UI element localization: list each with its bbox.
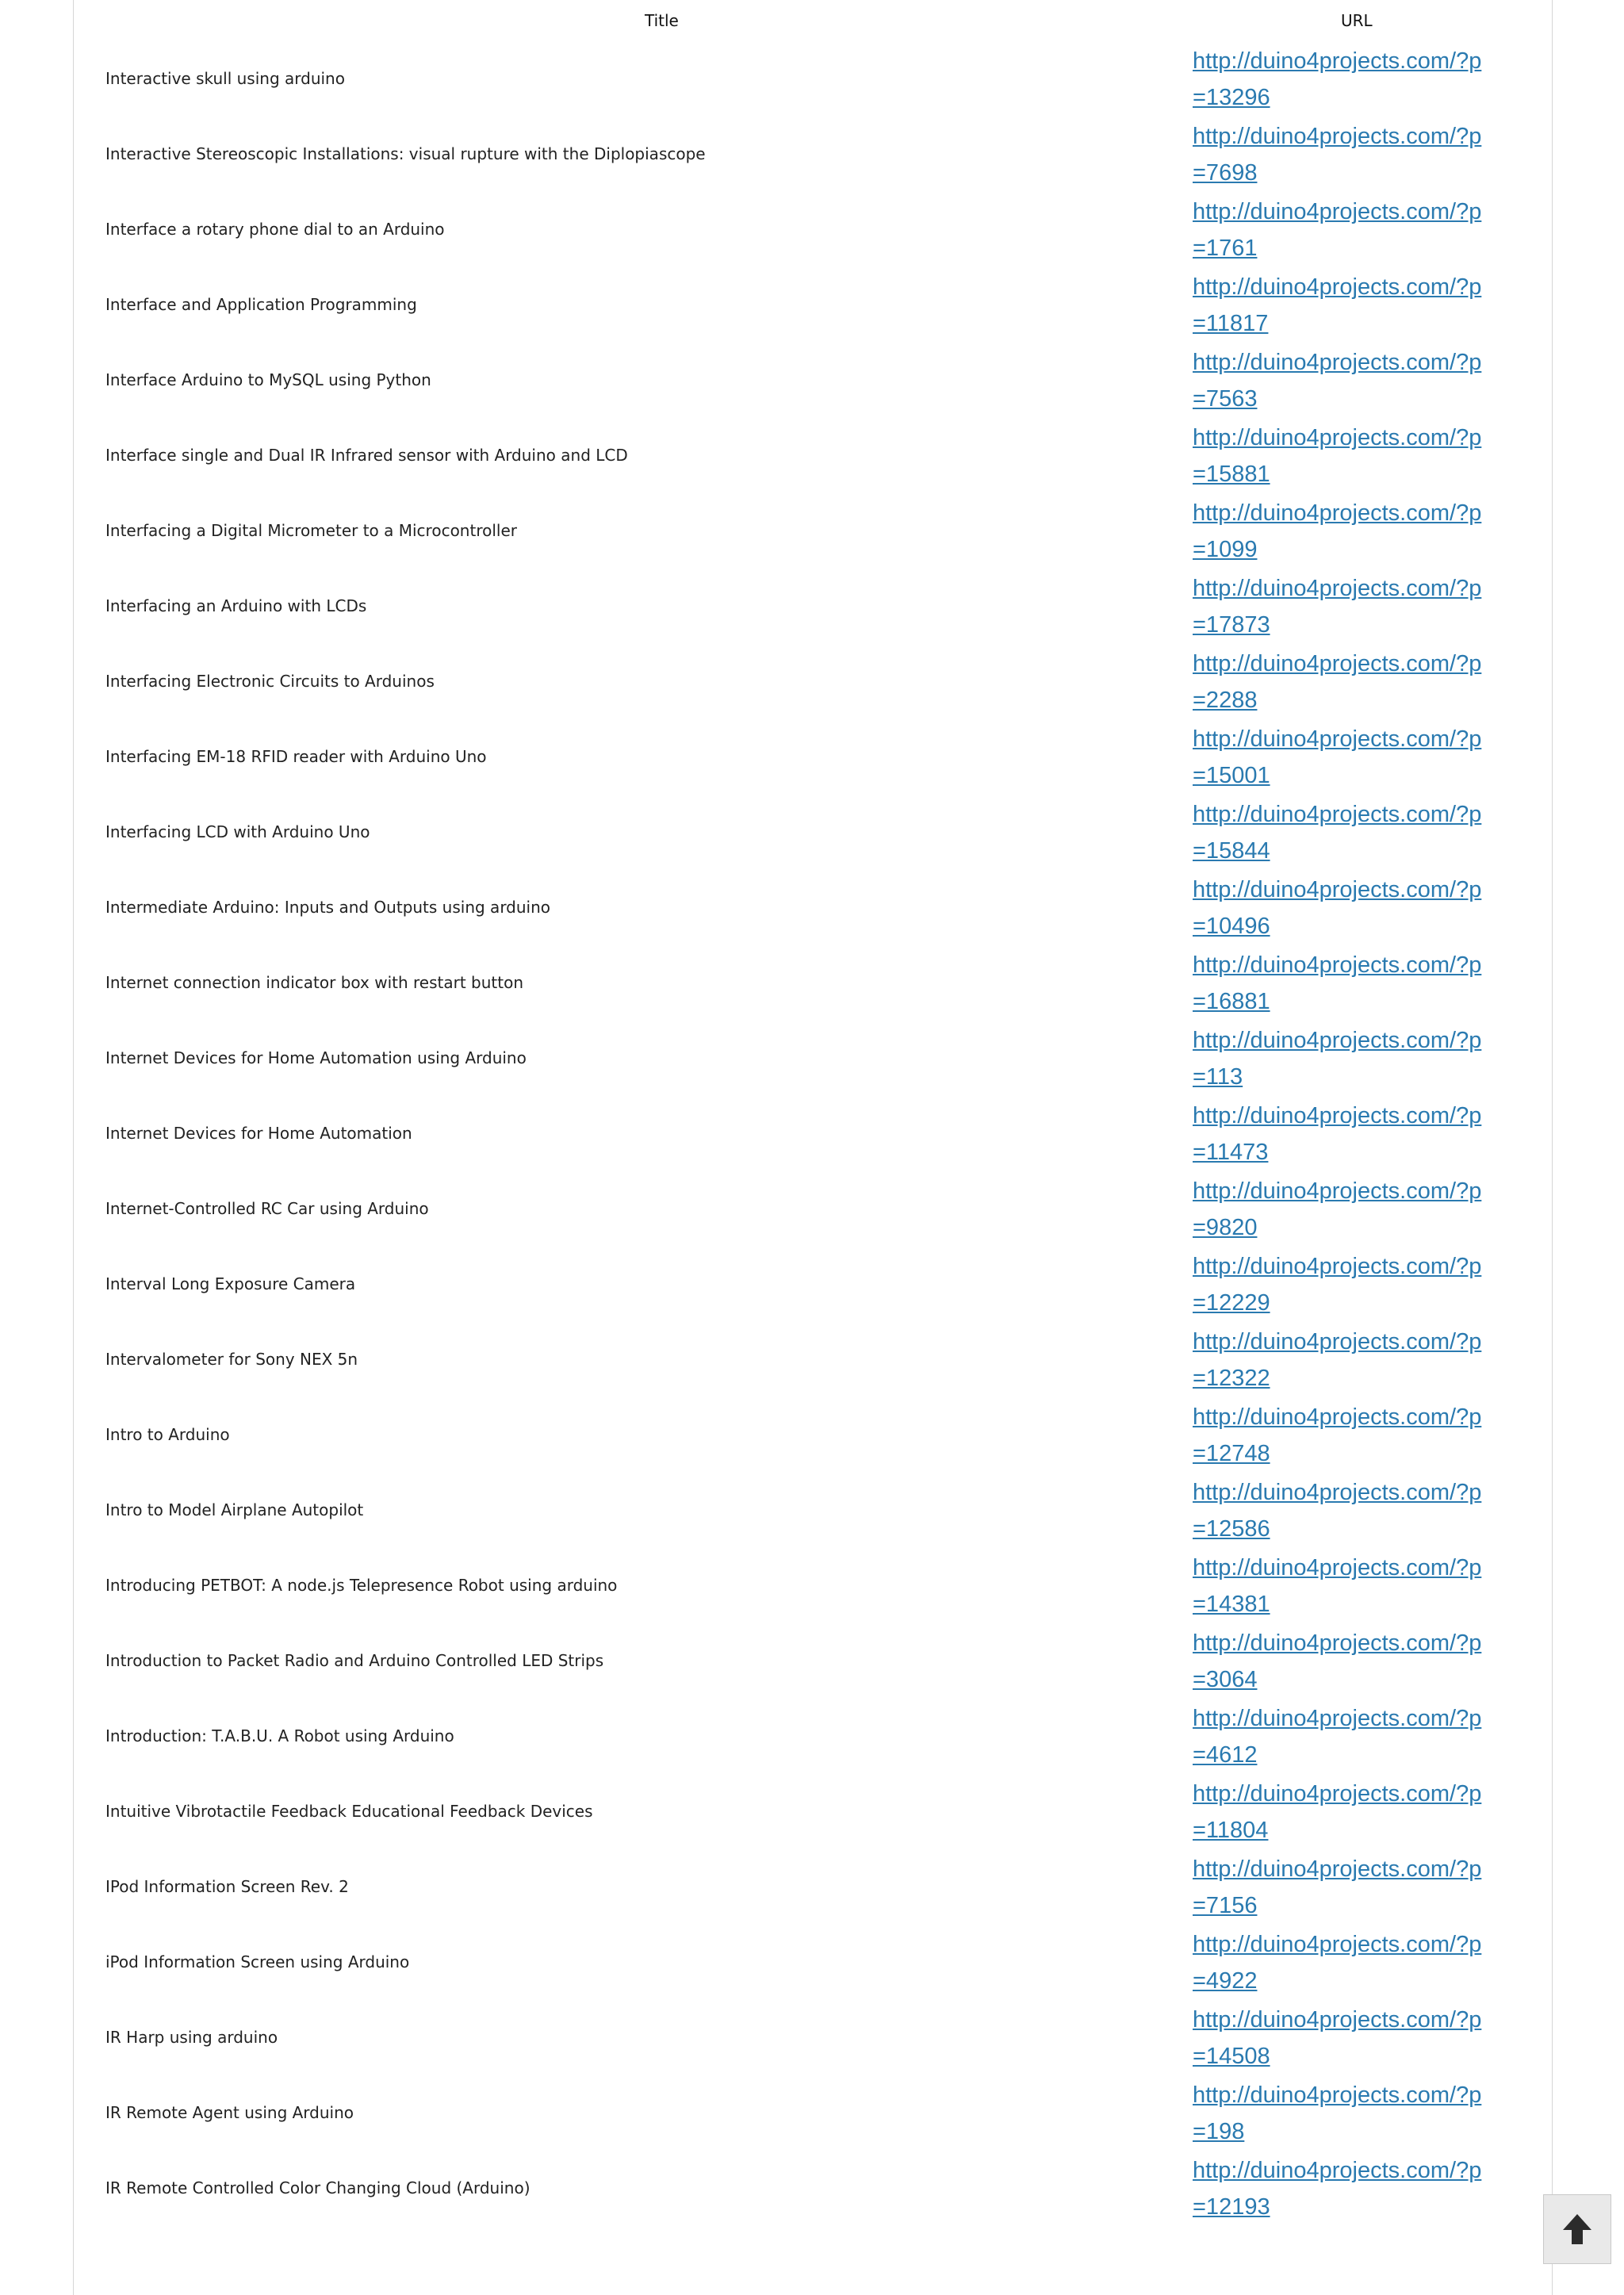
table-row	[74, 945, 1552, 1021]
column-header-url: URL	[1341, 11, 1373, 30]
table-row	[74, 1096, 1552, 1171]
row-url-link[interactable]: http://duino4projects.com/?p=12193	[1193, 2158, 1482, 2220]
row-url-link[interactable]: http://duino4projects.com/?p=12322	[1193, 1329, 1482, 1391]
row-url-link[interactable]: http://duino4projects.com/?p=4922	[1193, 1932, 1482, 1994]
table-row	[74, 719, 1552, 795]
row-url-link[interactable]: http://duino4projects.com/?p=11804	[1193, 1781, 1482, 1843]
table-row	[74, 117, 1552, 192]
row-title: Intermediate Arduino: Inputs and Outputs using arduino	[105, 898, 551, 917]
table-row	[74, 1247, 1552, 1322]
row-title: IR Harp using arduino	[105, 2028, 278, 2047]
table-row	[74, 569, 1552, 644]
table-row	[74, 1397, 1552, 1473]
row-url-link[interactable]: http://duino4projects.com/?p=15881	[1193, 425, 1482, 487]
row-url-link[interactable]: http://duino4projects.com/?p=10496	[1193, 877, 1482, 939]
row-url-link[interactable]: http://duino4projects.com/?p=198	[1193, 2082, 1482, 2144]
table-row	[74, 1925, 1552, 2000]
row-title: Intro to Arduino	[105, 1425, 230, 1444]
row-url-link[interactable]: http://duino4projects.com/?p=7156	[1193, 1856, 1482, 1918]
row-title: Internet Devices for Home Automation using Arduino	[105, 1048, 527, 1067]
row-title: Interval Long Exposure Camera	[105, 1274, 356, 1293]
row-title: Interfacing Electronic Circuits to Arduinos	[105, 672, 435, 691]
row-title: IR Remote Controlled Color Changing Cloud (Arduino)	[105, 2178, 530, 2197]
row-title: Interfacing LCD with Arduino Uno	[105, 822, 370, 841]
table-row	[74, 418, 1552, 493]
table-row	[74, 1699, 1552, 1774]
row-url-link[interactable]: http://duino4projects.com/?p=11473	[1193, 1103, 1482, 1165]
row-title: iPod Information Screen using Arduino	[105, 1952, 410, 1971]
row-url-link[interactable]: http://duino4projects.com/?p=15001	[1193, 726, 1482, 788]
row-url-link[interactable]: http://duino4projects.com/?p=1099	[1193, 500, 1482, 562]
table-row	[74, 493, 1552, 569]
row-title: Interfacing a Digital Micrometer to a Microcontroller	[105, 521, 517, 540]
row-title: IR Remote Agent using Arduino	[105, 2103, 354, 2122]
row-title: Interface a rotary phone dial to an Arduino	[105, 220, 445, 239]
row-url-link[interactable]: http://duino4projects.com/?p=12229	[1193, 1254, 1482, 1316]
column-header-title: Title	[645, 11, 679, 30]
row-title: Interface Arduino to MySQL using Python	[105, 370, 431, 389]
row-url-link[interactable]: http://duino4projects.com/?p=13296	[1193, 48, 1482, 110]
row-title: Internet connection indicator box with restart button	[105, 973, 524, 992]
table-row	[74, 267, 1552, 343]
table-row	[74, 2151, 1552, 2226]
row-url-link[interactable]: http://duino4projects.com/?p=113	[1193, 1028, 1482, 1090]
table-row	[74, 41, 1552, 117]
row-url-link[interactable]: http://duino4projects.com/?p=12748	[1193, 1404, 1482, 1466]
table-body	[74, 41, 1552, 2226]
arrow-up-icon	[1561, 2213, 1593, 2246]
row-url-link[interactable]: http://duino4projects.com/?p=14508	[1193, 2007, 1482, 2069]
row-title: Internet-Controlled RC Car using Arduino	[105, 1199, 429, 1218]
row-url-link[interactable]: http://duino4projects.com/?p=12586	[1193, 1480, 1482, 1542]
table-header	[74, 0, 1552, 41]
row-url-link[interactable]: http://duino4projects.com/?p=7698	[1193, 124, 1482, 186]
table-row	[74, 870, 1552, 945]
row-url-link[interactable]: http://duino4projects.com/?p=11817	[1193, 274, 1482, 336]
table-row	[74, 1473, 1552, 1548]
row-title: Introduction to Packet Radio and Arduino Controlled LED Strips	[105, 1651, 604, 1670]
row-title: Internet Devices for Home Automation	[105, 1124, 412, 1143]
table-row	[74, 1322, 1552, 1397]
table-row	[74, 1021, 1552, 1096]
row-url-link[interactable]: http://duino4projects.com/?p=9820	[1193, 1178, 1482, 1240]
row-url-link[interactable]: http://duino4projects.com/?p=14381	[1193, 1555, 1482, 1617]
table-row	[74, 343, 1552, 418]
row-url-link[interactable]: http://duino4projects.com/?p=7563	[1193, 350, 1482, 412]
table-row	[74, 1623, 1552, 1699]
table-row	[74, 1171, 1552, 1247]
table-row	[74, 192, 1552, 267]
row-title: Intuitive Vibrotactile Feedback Educational Feedback Devices	[105, 1802, 593, 1821]
row-title: Intervalometer for Sony NEX 5n	[105, 1350, 358, 1369]
row-title: Interface and Application Programming	[105, 295, 417, 314]
row-title: IPod Information Screen Rev. 2	[105, 1877, 349, 1896]
row-url-link[interactable]: http://duino4projects.com/?p=1761	[1193, 199, 1482, 261]
table-row	[74, 2075, 1552, 2151]
content-panel	[73, 0, 1553, 2295]
table-row	[74, 1548, 1552, 1623]
row-url-link[interactable]: http://duino4projects.com/?p=16881	[1193, 952, 1482, 1014]
row-title: Interfacing an Arduino with LCDs	[105, 596, 367, 615]
row-title: Interactive skull using arduino	[105, 69, 345, 88]
row-url-link[interactable]: http://duino4projects.com/?p=2288	[1193, 651, 1482, 713]
row-title: Intro to Model Airplane Autopilot	[105, 1500, 364, 1519]
table-row	[74, 2000, 1552, 2075]
row-title: Interface single and Dual IR Infrared sensor with Arduino and LCD	[105, 446, 628, 465]
row-url-link[interactable]: http://duino4projects.com/?p=15844	[1193, 802, 1482, 864]
row-title: Introduction: T.A.B.U. A Robot using Arduino	[105, 1726, 454, 1745]
scroll-to-top-button[interactable]	[1543, 2194, 1611, 2264]
row-title: Interfacing EM-18 RFID reader with Arduino Uno	[105, 747, 487, 766]
row-title: Introducing PETBOT: A node.js Telepresence Robot using arduino	[105, 1576, 618, 1595]
table-row	[74, 1849, 1552, 1925]
row-title: Interactive Stereoscopic Installations: visual rupture with the Diplopiascope	[105, 144, 706, 163]
table-row	[74, 1774, 1552, 1849]
row-url-link[interactable]: http://duino4projects.com/?p=4612	[1193, 1706, 1482, 1768]
table-row	[74, 644, 1552, 719]
table-row	[74, 795, 1552, 870]
row-url-link[interactable]: http://duino4projects.com/?p=17873	[1193, 576, 1482, 638]
row-url-link[interactable]: http://duino4projects.com/?p=3064	[1193, 1630, 1482, 1692]
